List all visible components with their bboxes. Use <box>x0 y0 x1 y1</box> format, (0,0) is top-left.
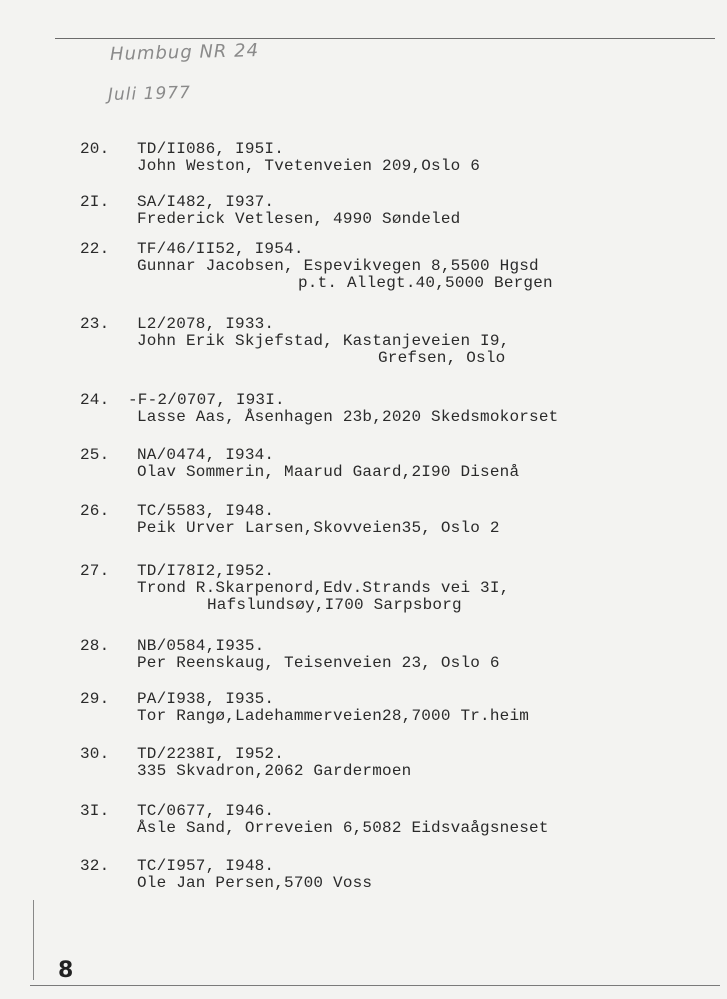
entry-number: 22. <box>80 240 110 258</box>
entry-code: -F-2/0707, I93I. <box>128 391 285 409</box>
bottom-rule <box>30 985 720 986</box>
entry-address: Gunnar Jacobsen, Espevikvegen 8,5500 Hgsd <box>137 257 539 275</box>
entry-number: 27. <box>80 562 110 580</box>
entry-number: 2I. <box>80 193 110 211</box>
entry-code: TC/5583, I948. <box>137 502 275 520</box>
entry-address: Trond R.Skarpenord,Edv.Strands vei 3I, <box>137 579 510 597</box>
entry-code: TD/I78I2,I952. <box>137 562 275 580</box>
entry-number: 24. <box>80 391 110 409</box>
entry-number: 3I. <box>80 802 110 820</box>
entry-address: Olav Sommerin, Maarud Gaard,2I90 Disenå <box>137 463 520 481</box>
entry-address: Peik Urver Larsen,Skovveien35, Oslo 2 <box>137 519 500 537</box>
entry-address: Per Reenskaug, Teisenveien 23, Oslo 6 <box>137 654 500 672</box>
entry-code: SA/I482, I937. <box>137 193 275 211</box>
entry-code: NA/0474, I934. <box>137 446 275 464</box>
entry-code: TF/46/II52, I954. <box>137 240 304 258</box>
entry-code: TD/II086, I95I. <box>137 140 285 158</box>
entry-address-continued: p.t. Allegt.40,5000 Bergen <box>298 274 553 292</box>
entry-address: John Erik Skjefstad, Kastanjeveien I9, <box>137 332 510 350</box>
entry-number: 29. <box>80 690 110 708</box>
entry-number: 28. <box>80 637 110 655</box>
entry-address-continued: Grefsen, Oslo <box>378 349 506 367</box>
entry-number: 23. <box>80 315 110 333</box>
entry-address: Lasse Aas, Åsenhagen 23b,2020 Skedsmokorset <box>137 408 559 426</box>
entry-number: 26. <box>80 502 110 520</box>
entry-address: Åsle Sand, Orreveien 6,5082 Eidsvaågsneset <box>137 819 549 837</box>
entry-address: Ole Jan Persen,5700 Voss <box>137 874 373 892</box>
entry-address: Frederick Vetlesen, 4990 Søndeled <box>137 210 461 228</box>
entry-code: L2/2078, I933. <box>137 315 275 333</box>
entry-address-continued: Hafslundsøy,I700 Sarpsborg <box>207 596 462 614</box>
handwritten-note-line-1: Humbug NR 24 <box>109 40 260 65</box>
left-margin-line <box>33 900 34 980</box>
entry-number: 20. <box>80 140 110 158</box>
entry-number: 25. <box>80 446 110 464</box>
entry-number: 32. <box>80 857 110 875</box>
entry-address: 335 Skvadron,2062 Gardermoen <box>137 762 412 780</box>
entry-code: PA/I938, I935. <box>137 690 275 708</box>
entry-address: John Weston, Tvetenveien 209,Oslo 6 <box>137 157 481 175</box>
handwritten-note-line-2: Juli 1977 <box>107 82 192 106</box>
entry-code: TD/2238I, I952. <box>137 745 285 763</box>
entry-code: TC/0677, I946. <box>137 802 275 820</box>
entry-address: Tor Rangø,Ladehammerveien28,7000 Tr.heim <box>137 707 530 725</box>
page-number: 8 <box>58 958 74 983</box>
top-rule <box>55 38 715 39</box>
entry-code: TC/I957, I948. <box>137 857 275 875</box>
entry-number: 30. <box>80 745 110 763</box>
entry-code: NB/0584,I935. <box>137 637 265 655</box>
